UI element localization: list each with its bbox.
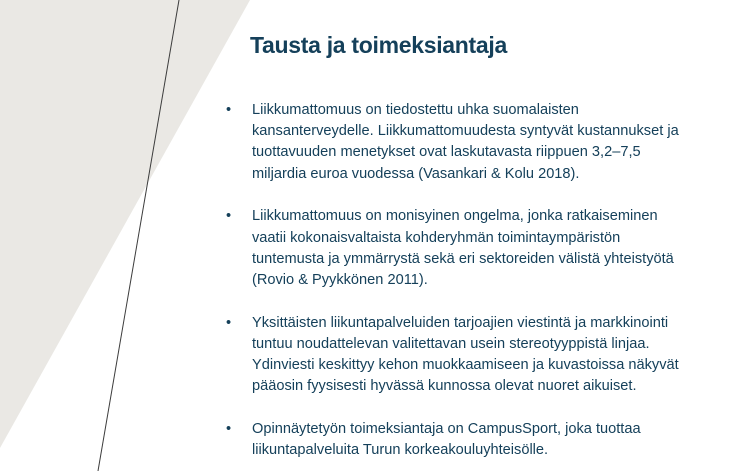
bullet-item xyxy=(226,313,741,398)
bullet-point-icon: • xyxy=(226,421,232,438)
bullet-text-line: vaatii kokonaisvaltaista kohderyhmän toimintaympäristön xyxy=(252,229,621,246)
slide-title: Tausta ja toimeksiantaja xyxy=(250,32,507,58)
bullet-text-line: liikuntapalveluita Turun korkeakouluyhteisölle. xyxy=(252,442,549,459)
bullet-item xyxy=(226,419,741,461)
bullet-item xyxy=(226,206,741,291)
bullet-text-line: tuntuu noudattelevan valitettavan usein stereotyyppistä linjaa. xyxy=(252,336,650,353)
bullet-point-icon: • xyxy=(226,208,232,225)
bullet-text-line: Liikkumattomuus on tiedostettu uhka suomalaisten xyxy=(252,102,579,118)
bullet-text-line: Ydinviesti keskittyy kehon muokkaamiseen ja kuvastoissa näkyvät xyxy=(252,357,679,374)
bullet-text-line: tuntemusta ja ymmärrystä sekä eri sektoreiden välistä yhteistyötä xyxy=(252,250,674,267)
bullet-text-line: pääosin fyysisesti hyvässä kunnossa olevat nuoret aikuiset. xyxy=(252,378,637,395)
bullet-text-line: Liikkumattomuus on monisyinen ongelma, jonka ratkaiseminen xyxy=(252,208,658,225)
bullet-text-line: (Rovio & Pyykkönen 2011). xyxy=(252,272,428,289)
bullet-item xyxy=(226,100,741,185)
bullet-point-icon: • xyxy=(226,102,232,118)
bullet-text-line: kansanterveydelle. Liikkumattomuudesta syntyvät kustannukset ja xyxy=(252,123,679,140)
beige-triangle-shape xyxy=(0,0,250,448)
bullet-list xyxy=(226,100,741,471)
bullet-text-line: Opinnäytetyön toimeksiantaja on CampusSport, joka tuottaa xyxy=(252,421,641,438)
bullet-text-line: tuottavuuden menetykset ovat laskutavasta riippuen 3,2–7,5 xyxy=(252,144,641,161)
bullet-point-icon: • xyxy=(226,314,232,331)
bullet-text-line: miljardia euroa vuodessa (Vasankari & Kolu 2018). xyxy=(252,165,580,182)
bullet-text-line: Yksittäisten liikuntapalveluiden tarjoajien viestintä ja markkinointi xyxy=(252,314,669,331)
